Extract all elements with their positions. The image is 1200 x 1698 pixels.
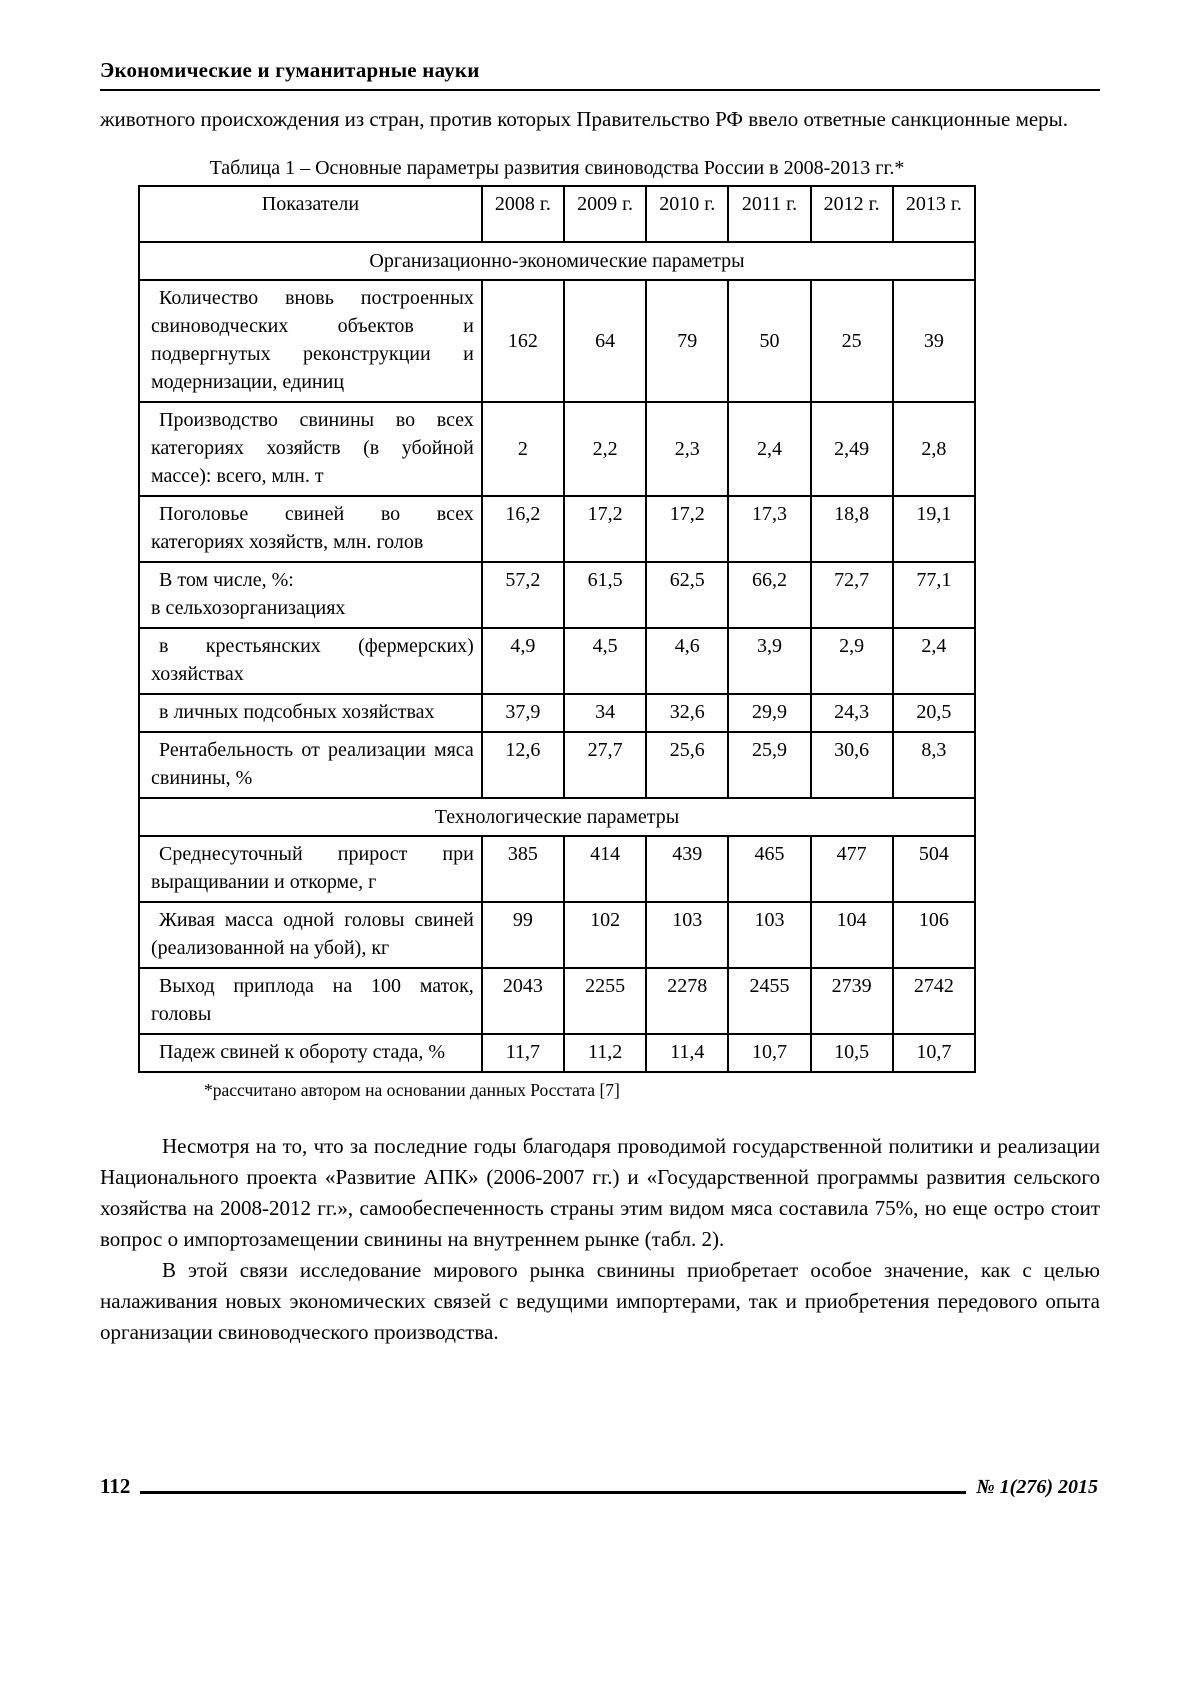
page-footer — [100, 1474, 1098, 1499]
row-value: 3,9 — [728, 628, 810, 694]
row-label: Поголовье свиней во всех категориях хозяйств, млн. голов — [139, 496, 482, 562]
footer-rule — [140, 1491, 966, 1494]
body-text — [100, 1131, 1100, 1348]
column-header-indicators: Показатели — [139, 186, 482, 242]
row-value: 62,5 — [646, 562, 728, 628]
row-value: 2 — [482, 402, 564, 496]
table-row — [139, 628, 975, 694]
row-value: 25 — [811, 280, 893, 402]
row-value: 2739 — [811, 968, 893, 1034]
row-value: 11,7 — [482, 1034, 564, 1072]
data-table — [138, 185, 976, 1073]
row-value: 12,6 — [482, 732, 564, 798]
table-row — [139, 732, 975, 798]
intro-paragraph: животного происхождения из стран, против которых Правительство РФ ввело ответные санкционные меры. — [100, 107, 1069, 131]
body-paragraph-2: В этой связи исследование мирового рынка свинины приобретает особое значение, как с целью налаживания новых экономических связей с ведущими импортерами, так и приобретения передового опыта организации свиноводческого производства. — [100, 1258, 1100, 1344]
row-value: 25,6 — [646, 732, 728, 798]
row-value: 17,3 — [728, 496, 810, 562]
column-header-year: 2009 г. — [564, 186, 646, 242]
row-value: 104 — [811, 902, 893, 968]
row-value: 2,4 — [893, 628, 975, 694]
row-value: 2,3 — [646, 402, 728, 496]
row-value: 465 — [728, 836, 810, 902]
table-title: Таблица 1 – Основные параметры развития свиноводства России в 2008-2013 гг.* — [209, 157, 905, 179]
row-value: 10,5 — [811, 1034, 893, 1072]
table-row — [139, 968, 975, 1034]
section-title: Технологические параметры — [139, 798, 975, 836]
row-value: 414 — [564, 836, 646, 902]
row-value: 2255 — [564, 968, 646, 1034]
table-row — [139, 694, 975, 732]
table-body — [139, 242, 975, 1072]
row-value: 8,3 — [893, 732, 975, 798]
table-header-row — [139, 186, 975, 242]
section-row — [139, 242, 975, 280]
row-value: 57,2 — [482, 562, 564, 628]
row-value: 2455 — [728, 968, 810, 1034]
table-row — [139, 402, 975, 496]
row-value: 4,6 — [646, 628, 728, 694]
body-paragraph-1: Несмотря на то, что за последние годы благодаря проводимой государственной политики и реализации Национального проекта «Развитие АПК» (2006-2007 гг.) и «Государственной программы развития сельского хозяйства на 2008-2012 гг.», самообеспеченность страны этим видом мяса составила 75%, но еще остро стоит вопрос о импортозамещении свинины на внутреннем рынке (табл. 2). — [100, 1134, 1100, 1251]
row-label: в крестьянских (фермерских) хозяйствах — [139, 628, 482, 694]
row-label: Живая масса одной головы свиней (реализованной на убой), кг — [139, 902, 482, 968]
row-value: 385 — [482, 836, 564, 902]
row-value: 25,9 — [728, 732, 810, 798]
row-value: 106 — [893, 902, 975, 968]
section-title: Организационно-экономические параметры — [139, 242, 975, 280]
row-value: 2,8 — [893, 402, 975, 496]
row-value: 439 — [646, 836, 728, 902]
row-value: 17,2 — [646, 496, 728, 562]
table-row — [139, 1034, 975, 1072]
row-value: 477 — [811, 836, 893, 902]
row-value: 4,9 — [482, 628, 564, 694]
row-value: 16,2 — [482, 496, 564, 562]
row-value: 2278 — [646, 968, 728, 1034]
column-header-year: 2010 г. — [646, 186, 728, 242]
row-value: 39 — [893, 280, 975, 402]
row-value: 77,1 — [893, 562, 975, 628]
row-value: 11,2 — [564, 1034, 646, 1072]
row-value: 24,3 — [811, 694, 893, 732]
row-value: 2,49 — [811, 402, 893, 496]
column-header-year: 2008 г. — [482, 186, 564, 242]
column-header-year: 2011 г. — [728, 186, 810, 242]
row-value: 2043 — [482, 968, 564, 1034]
table-row — [139, 562, 975, 628]
table-section — [138, 157, 976, 1101]
row-value: 99 — [482, 902, 564, 968]
row-value: 66,2 — [728, 562, 810, 628]
table-row — [139, 902, 975, 968]
row-value: 2742 — [893, 968, 975, 1034]
row-label: Рентабельность от реализации мяса свинины, % — [139, 732, 482, 798]
row-value: 102 — [564, 902, 646, 968]
row-value: 27,7 — [564, 732, 646, 798]
row-value: 18,8 — [811, 496, 893, 562]
row-value: 2,2 — [564, 402, 646, 496]
table-row — [139, 836, 975, 902]
row-label: Выход приплода на 100 маток, головы — [139, 968, 482, 1034]
row-value: 11,4 — [646, 1034, 728, 1072]
section-row — [139, 798, 975, 836]
page-header — [100, 58, 1100, 91]
table-row — [139, 496, 975, 562]
row-label: в личных подсобных хозяйствах — [139, 694, 482, 732]
column-header-year: 2012 г. — [811, 186, 893, 242]
row-label: В том числе, %: в сельхозорганизациях — [139, 562, 482, 628]
row-value: 72,7 — [811, 562, 893, 628]
table-footnote: *рассчитано автором на основании данных Росстата [7] — [204, 1080, 620, 1100]
row-value: 504 — [893, 836, 975, 902]
journal-issue: № 1(276) 2015 — [976, 1476, 1098, 1498]
row-value: 20,5 — [893, 694, 975, 732]
page-number: 112 — [100, 1474, 131, 1498]
row-value: 29,9 — [728, 694, 810, 732]
row-value: 19,1 — [893, 496, 975, 562]
row-value: 34 — [564, 694, 646, 732]
row-value: 162 — [482, 280, 564, 402]
row-value: 64 — [564, 280, 646, 402]
row-value: 10,7 — [893, 1034, 975, 1072]
row-value: 103 — [728, 902, 810, 968]
row-value: 50 — [728, 280, 810, 402]
row-value: 2,4 — [728, 402, 810, 496]
row-value: 17,2 — [564, 496, 646, 562]
row-label: Количество вновь построенных свиноводческих объектов и подвергнутых реконструкции и модернизации, единиц — [139, 280, 482, 402]
table-row — [139, 280, 975, 402]
row-label: Среднесуточный прирост при выращивании и откорме, г — [139, 836, 482, 902]
row-value: 30,6 — [811, 732, 893, 798]
row-value: 2,9 — [811, 628, 893, 694]
header-title: Экономические и гуманитарные науки — [100, 58, 480, 82]
row-value: 4,5 — [564, 628, 646, 694]
row-label: Падеж свиней к обороту стада, % — [139, 1034, 482, 1072]
row-label: Производство свинины во всех категориях хозяйств (в убойной массе): всего, млн. т — [139, 402, 482, 496]
row-value: 37,9 — [482, 694, 564, 732]
row-value: 61,5 — [564, 562, 646, 628]
row-value: 32,6 — [646, 694, 728, 732]
column-header-year: 2013 г. — [893, 186, 975, 242]
row-value: 103 — [646, 902, 728, 968]
row-value: 79 — [646, 280, 728, 402]
row-value: 10,7 — [728, 1034, 810, 1072]
